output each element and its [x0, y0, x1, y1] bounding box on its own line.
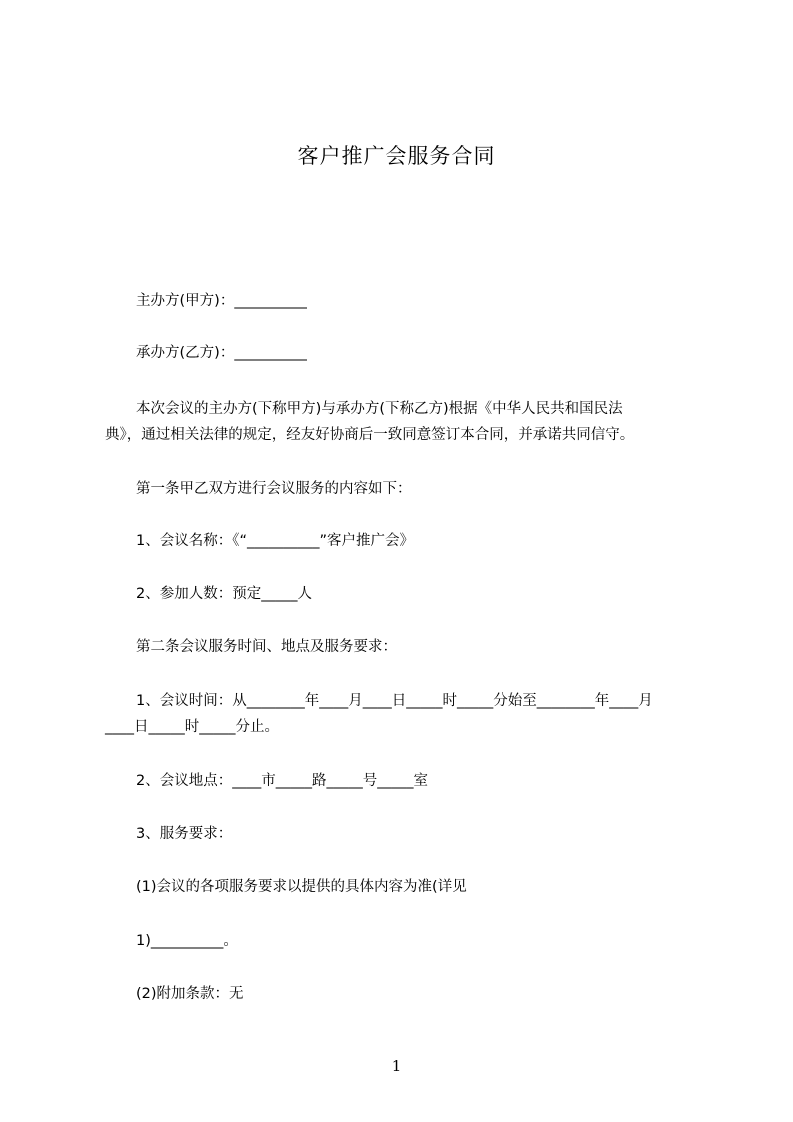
intro-line-2: 典》，通过相关法律的规定，经友好协商后一致同意签订本合同，并承诺共同信守。 — [105, 427, 635, 443]
attendees-line: 2、参加人数：预定_____人 — [136, 586, 312, 602]
meeting-location-line: 2、会议地点：____市_____路_____号_____室 — [136, 773, 428, 789]
meeting-time-line-1: 1、会议时间：从________年____月____日_____时_____分始至________年____月 — [136, 693, 653, 709]
requirement-2-line: (2)附加条款：无 — [136, 986, 244, 1002]
article-2-heading: 第二条会议服务时间、地点及服务要求： — [136, 639, 397, 655]
requirement-1-line: (1)会议的各项服务要求以提供的具体内容为准(详见 — [136, 879, 467, 895]
meeting-name-line: 1、会议名称：《“__________”客户推广会》 — [136, 533, 414, 549]
meeting-time-line-2: ____日_____时_____分止。 — [105, 719, 279, 735]
article-1-heading: 第一条甲乙双方进行会议服务的内容如下： — [136, 481, 412, 497]
intro-line-1: 本次会议的主办方(下称甲方)与承办方(下称乙方)根据《中华人民共和国民法 — [136, 401, 623, 417]
document-title: 客户推广会服务合同 — [297, 144, 496, 168]
page-number: 1 — [391, 1057, 402, 1075]
party-b-line: 承办方(乙方)：__________ — [136, 345, 307, 361]
party-a-line: 主办方(甲方)：__________ — [136, 293, 307, 309]
service-requirements-heading: 3、服务要求： — [136, 826, 233, 842]
requirement-1-continuation: 1)__________。 — [136, 933, 238, 949]
